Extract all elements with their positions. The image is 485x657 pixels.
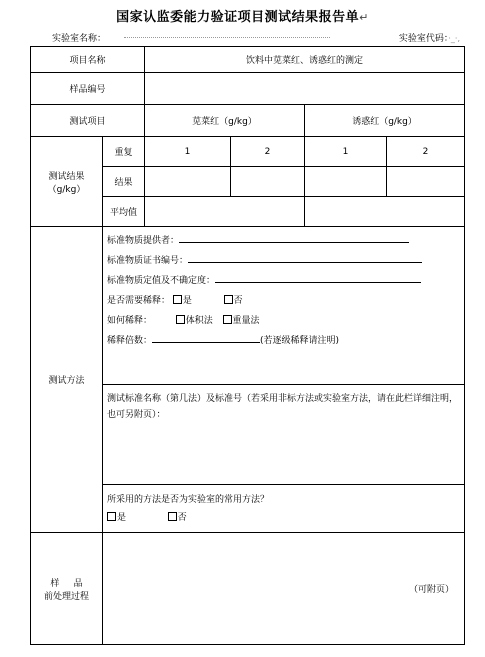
item-name-row	[31, 47, 465, 73]
result-label-1: 测试结果	[48, 171, 85, 182]
common-method-question: 所采用的方法是否为实验室的常用方法？	[107, 495, 270, 505]
dilution-needed-label: 是否需要稀释：	[107, 296, 171, 306]
test-item-label: 测试项目	[31, 105, 145, 137]
dilution-how-row	[103, 311, 464, 331]
dilution-factor-label: 稀释倍数：	[107, 336, 153, 346]
dilution-no-label: 否	[233, 296, 243, 306]
dilution-factor-row	[103, 331, 464, 351]
lab-code-group	[399, 31, 460, 44]
ref-provider-label: 标准物质提供者：	[107, 236, 180, 246]
std-method-text: 测试标准名称（第几法）及标准号（若采用非标方法或实验室方法，请在此栏详细注明，也可另附页）：	[107, 394, 459, 420]
volume-method-checkbox[interactable]	[176, 315, 185, 324]
sample-no-row	[31, 73, 465, 105]
common-yes-checkbox[interactable]	[107, 512, 116, 521]
dilution-yes-label: 是	[182, 296, 192, 306]
common-no-checkbox[interactable]	[168, 512, 177, 521]
report-title-text: 国家认监委能力验证项目测试结果报告单	[116, 10, 360, 25]
sample-no-field[interactable]	[145, 73, 465, 105]
ref-value-label: 标准物质定值及不确定度：	[107, 276, 216, 286]
ref-material-cell	[103, 227, 465, 385]
method-label: 测试方法	[31, 227, 103, 533]
attach-note: （可附页）	[409, 585, 455, 595]
common-no-label: 否	[177, 513, 187, 523]
repeat-value-2: 2	[231, 137, 305, 167]
ref-provider-field[interactable]	[179, 242, 409, 243]
result-label-2: （g/kg）	[47, 184, 86, 195]
dilution-needed-row	[103, 291, 464, 311]
volume-method-label: 体积法	[185, 316, 213, 326]
result-field-4[interactable]	[387, 167, 465, 197]
meta-row	[52, 31, 460, 45]
average-field-allura-red[interactable]	[305, 197, 465, 227]
average-field-amaranth[interactable]	[145, 197, 305, 227]
ref-cert-label: 标准物质证书编号：	[107, 256, 189, 266]
pretreat-field[interactable]	[103, 533, 465, 645]
weight-method-checkbox[interactable]	[223, 315, 232, 324]
ref-cert-field[interactable]	[188, 262, 422, 263]
lab-name-field[interactable]	[124, 37, 330, 38]
repeat-row	[31, 137, 465, 167]
result-label-cell	[31, 137, 103, 227]
common-method-options	[107, 509, 460, 527]
lab-name-label: 实验室名称：	[52, 34, 107, 44]
lab-code-label: 实验室代码：	[398, 34, 449, 44]
repeat-value-4: 2	[387, 137, 465, 167]
pretreat-label-cell	[31, 533, 103, 645]
test-item-row	[31, 105, 465, 137]
results-label: 结果	[103, 167, 145, 197]
ref-cert-row	[103, 251, 464, 271]
average-label: 平均值	[103, 197, 145, 227]
dilution-yes-checkbox[interactable]	[173, 295, 182, 304]
result-field-1[interactable]	[145, 167, 231, 197]
test-item-amaranth: 苋菜红（g/kg）	[145, 105, 305, 137]
dilution-note: (若逐级稀释请注明)	[260, 336, 340, 346]
common-yes-label: 是	[117, 513, 127, 523]
dilution-factor-field[interactable]	[152, 342, 260, 343]
item-name-value: 饮料中苋菜红、诱惑红的测定	[145, 47, 465, 73]
common-method-cell	[103, 485, 465, 533]
dilution-no-checkbox[interactable]	[224, 295, 233, 304]
item-name-label: 项目名称	[31, 47, 145, 73]
return-mark-icon: ↵	[359, 11, 369, 24]
ref-value-row	[103, 271, 464, 291]
pretreat-row	[31, 533, 465, 645]
weight-method-label: 重量法	[232, 316, 260, 326]
pretreat-label-1: 样 品	[50, 578, 83, 589]
ref-provider-row	[103, 231, 464, 251]
report-title	[0, 6, 485, 25]
result-field-3[interactable]	[305, 167, 387, 197]
repeat-label: 重复	[103, 137, 145, 167]
test-item-allura-red: 诱惑红（g/kg）	[305, 105, 465, 137]
result-field-2[interactable]	[231, 167, 305, 197]
lab-code-field[interactable]: ·_·,	[448, 34, 460, 43]
dilution-how-label: 如何稀释：	[107, 316, 153, 326]
ref-value-field[interactable]	[215, 282, 421, 283]
report-table	[30, 46, 465, 645]
method-row-ref	[31, 227, 465, 385]
std-method-cell[interactable]	[103, 385, 465, 485]
pretreat-label-2: 前处理过程	[43, 591, 89, 602]
sample-no-label: 样品编号	[31, 73, 145, 105]
repeat-value-3: 1	[305, 137, 387, 167]
repeat-value-1: 1	[145, 137, 231, 167]
